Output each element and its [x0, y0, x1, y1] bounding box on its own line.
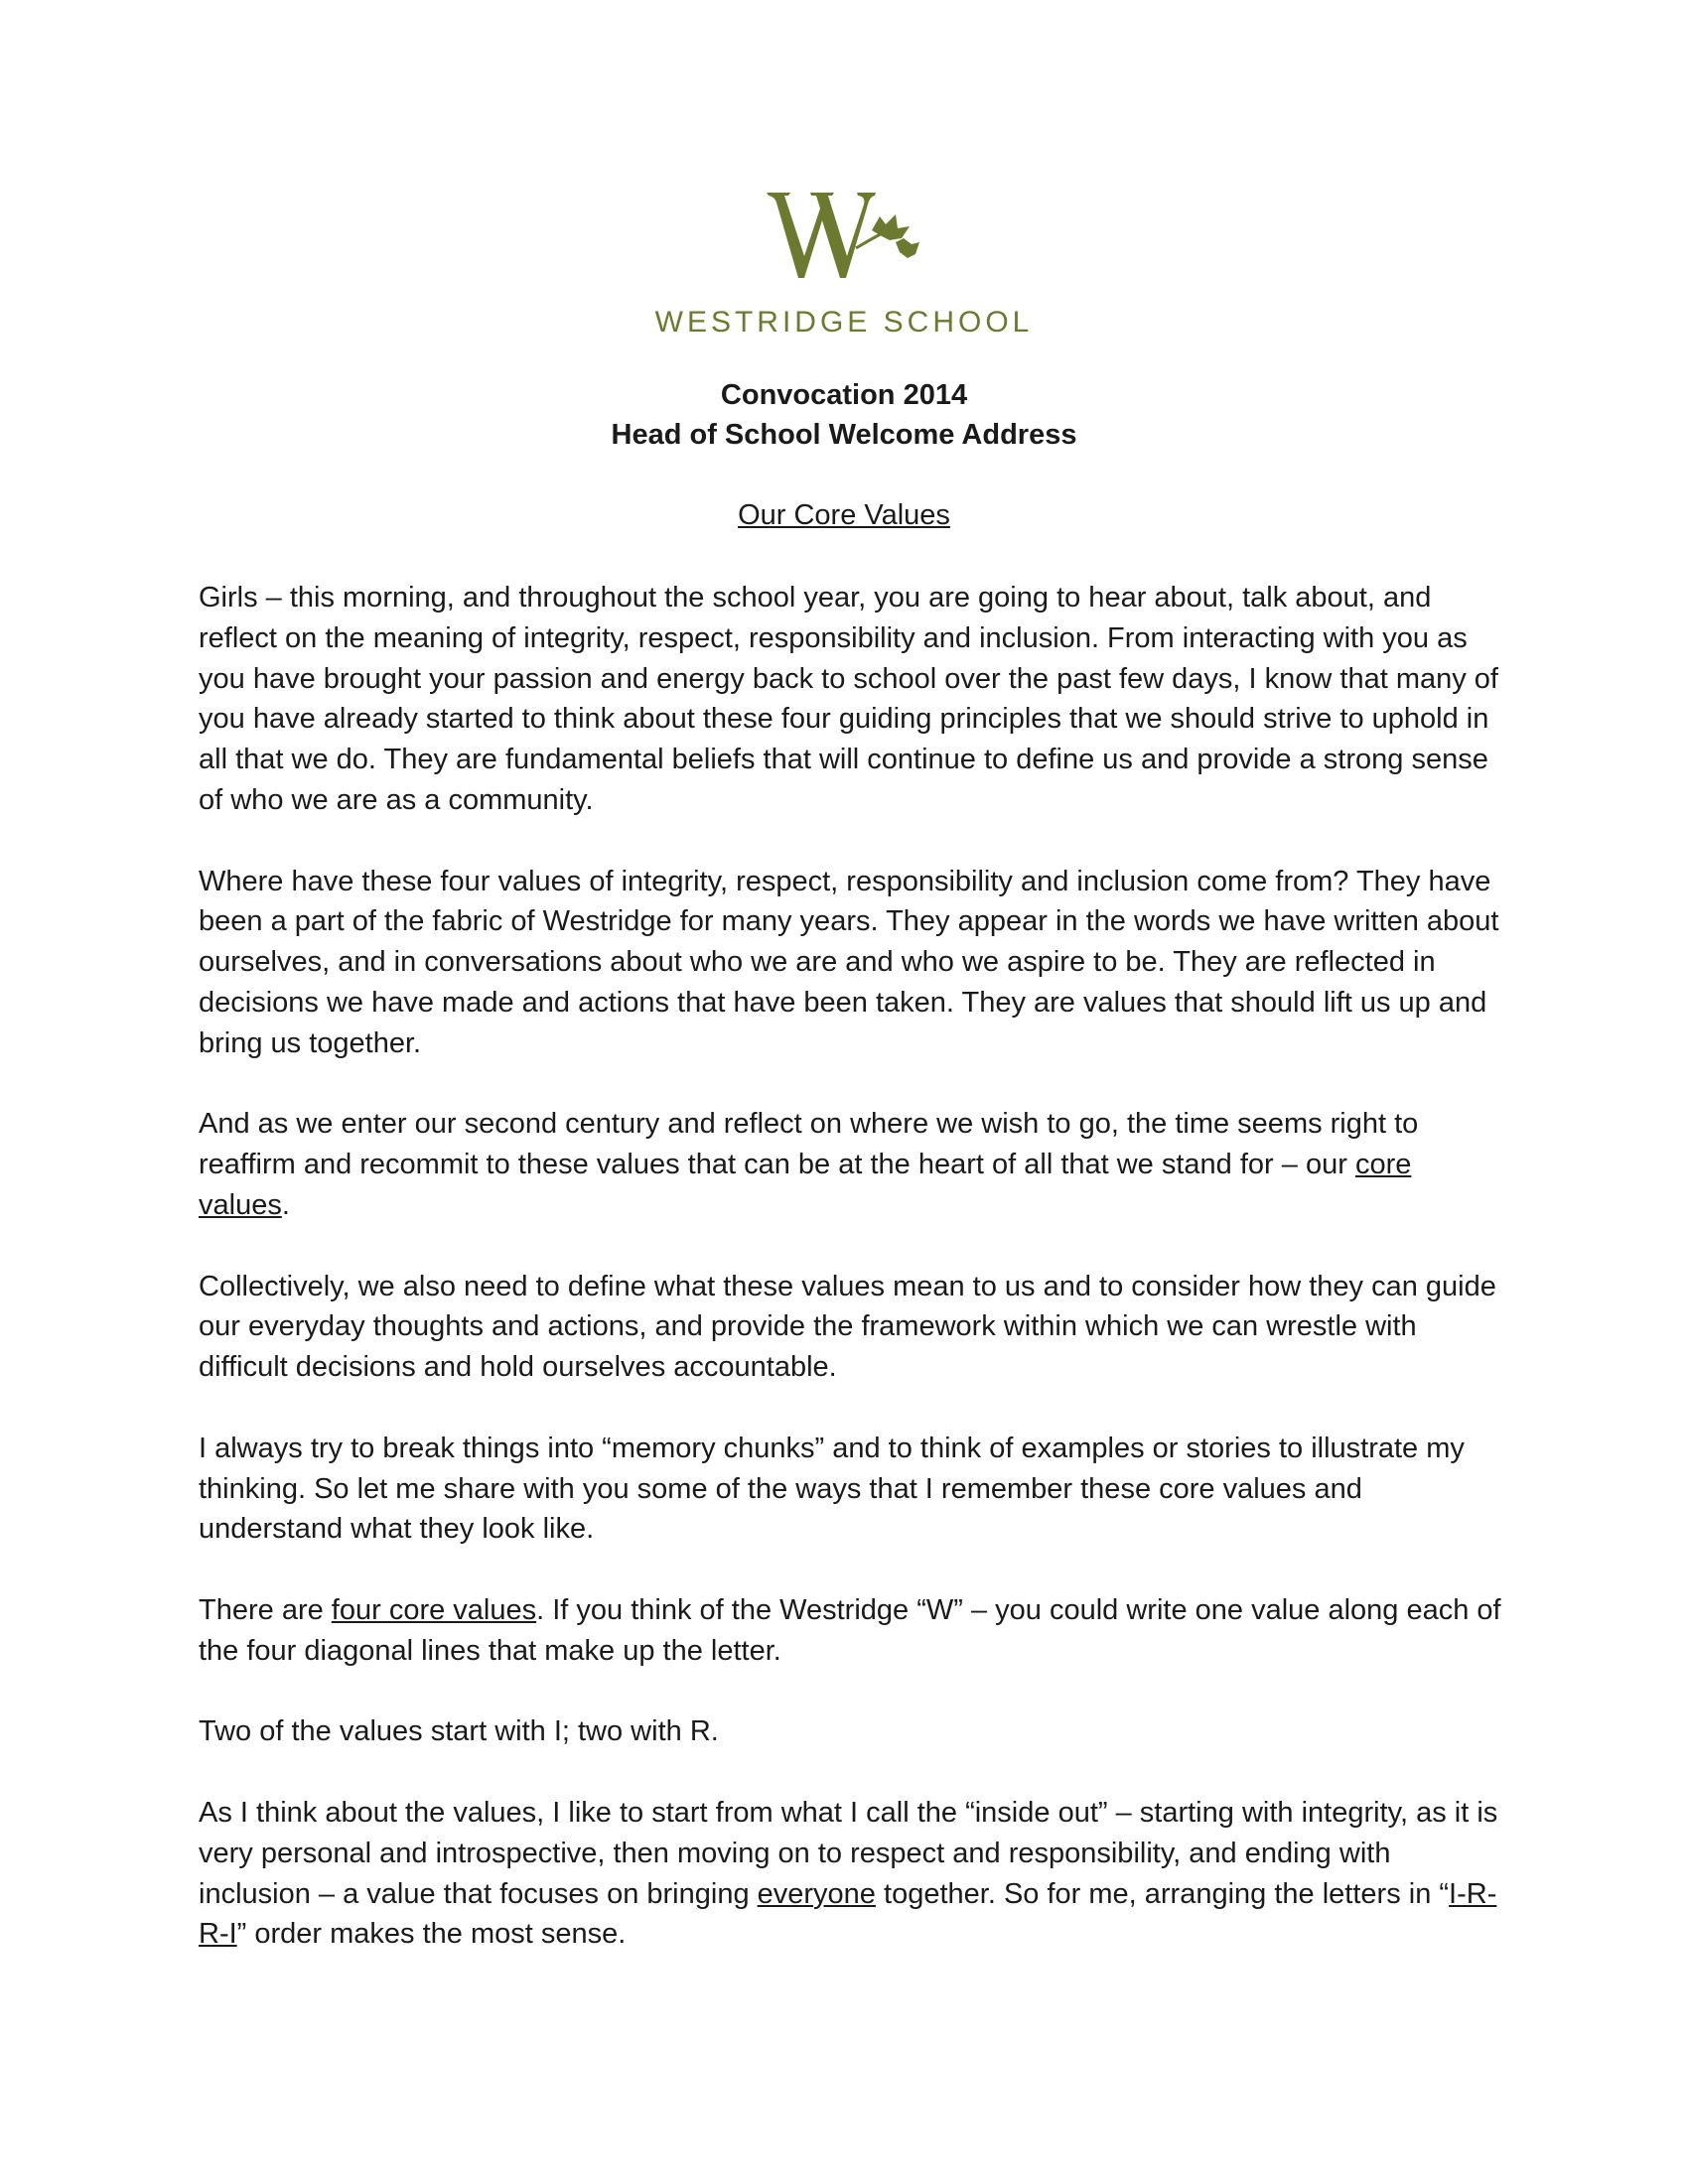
underlined-word: everyone	[757, 1877, 876, 1910]
paragraph-1: Girls – this morning, and throughout the school year, you are going to hear about, talk about, and reflect on the meaning of integrity, respect, responsibility and inclusion. From interacting with you as you have brought your passion and energy back to school over the past few days, I know that many of you have already started to think about these four guiding principles that we should strive to uphold in all that we do. They are fundamental beliefs that will continue to define us and provide a strong sense of who we are as a community.	[199, 582, 1498, 816]
section-heading-text: Our Core Values	[738, 499, 950, 531]
address-body	[199, 578, 1509, 1995]
paragraph-3	[199, 1104, 1509, 1225]
paragraph-8-end: ” order makes the most sense.	[236, 1918, 627, 1951]
underlined-acronym: I-R-R-I	[199, 1877, 1497, 1951]
paragraph-5: I always try to break things into “memory chunks” and to think of examples or stories to illustrate my thinking. So let me share with you some of the ways that I remember these core values and understand what they look like.	[199, 1432, 1465, 1546]
paragraph-8-text: As I think about the values, I like to start from what I call the “inside out” – starting with integrity, as it is very personal and introspective, then moving on to respect and responsibility, and ending with inclusion – a value that focuses on bringing	[199, 1796, 1498, 1910]
paragraph-8	[199, 1793, 1509, 1955]
paragraph-4: Collectively, we also need to define what these values mean to us and to consider how they can guide our everyday thoughts and actions, and provide the framework within which we can wrestle with difficult decisions and hold ourselves accountable.	[199, 1270, 1496, 1384]
paragraph-7: Two of the values start with I; two with R.	[199, 1715, 719, 1748]
page-title: Convocation 2014	[720, 379, 968, 411]
paragraph-6-text: There are	[199, 1593, 332, 1626]
school-logo	[0, 187, 1688, 345]
paragraph-3-text: And as we enter our second century and reflect on where we wish to go, the time seems right to reaffirm and recommit to these values that can be at the heart of all that we stand for – our	[199, 1108, 1419, 1181]
section-heading	[0, 499, 1688, 532]
paragraph-6-end: . If you think of the Westridge “W” – you could write one value along each of the four diagonal lines that make up the letter.	[199, 1593, 1501, 1667]
underlined-phrase: four core values	[331, 1593, 537, 1626]
paragraph-2: Where have these four values of integrity, respect, responsibility and inclusion come from? They have been a part of the fabric of Westridge for many years. They appear in the words we have written about ourselves, and in conversations about who we are and who we aspire to be. They are reflected in decisions we have made and actions that have been taken. They are values that should lift us up and bring us together.	[199, 865, 1499, 1059]
school-name: WESTRIDGE SCHOOL	[654, 306, 1034, 339]
paragraph-6	[199, 1590, 1509, 1672]
underlined-phrase: core values	[199, 1149, 1412, 1221]
paragraph-8-middle: together. So for me, arranging the letters in “	[875, 1877, 1450, 1910]
westridge-w-leaf-icon	[765, 187, 923, 286]
paragraph-3-end: .	[281, 1188, 290, 1221]
page-subtitle: Head of School Welcome Address	[611, 419, 1077, 451]
